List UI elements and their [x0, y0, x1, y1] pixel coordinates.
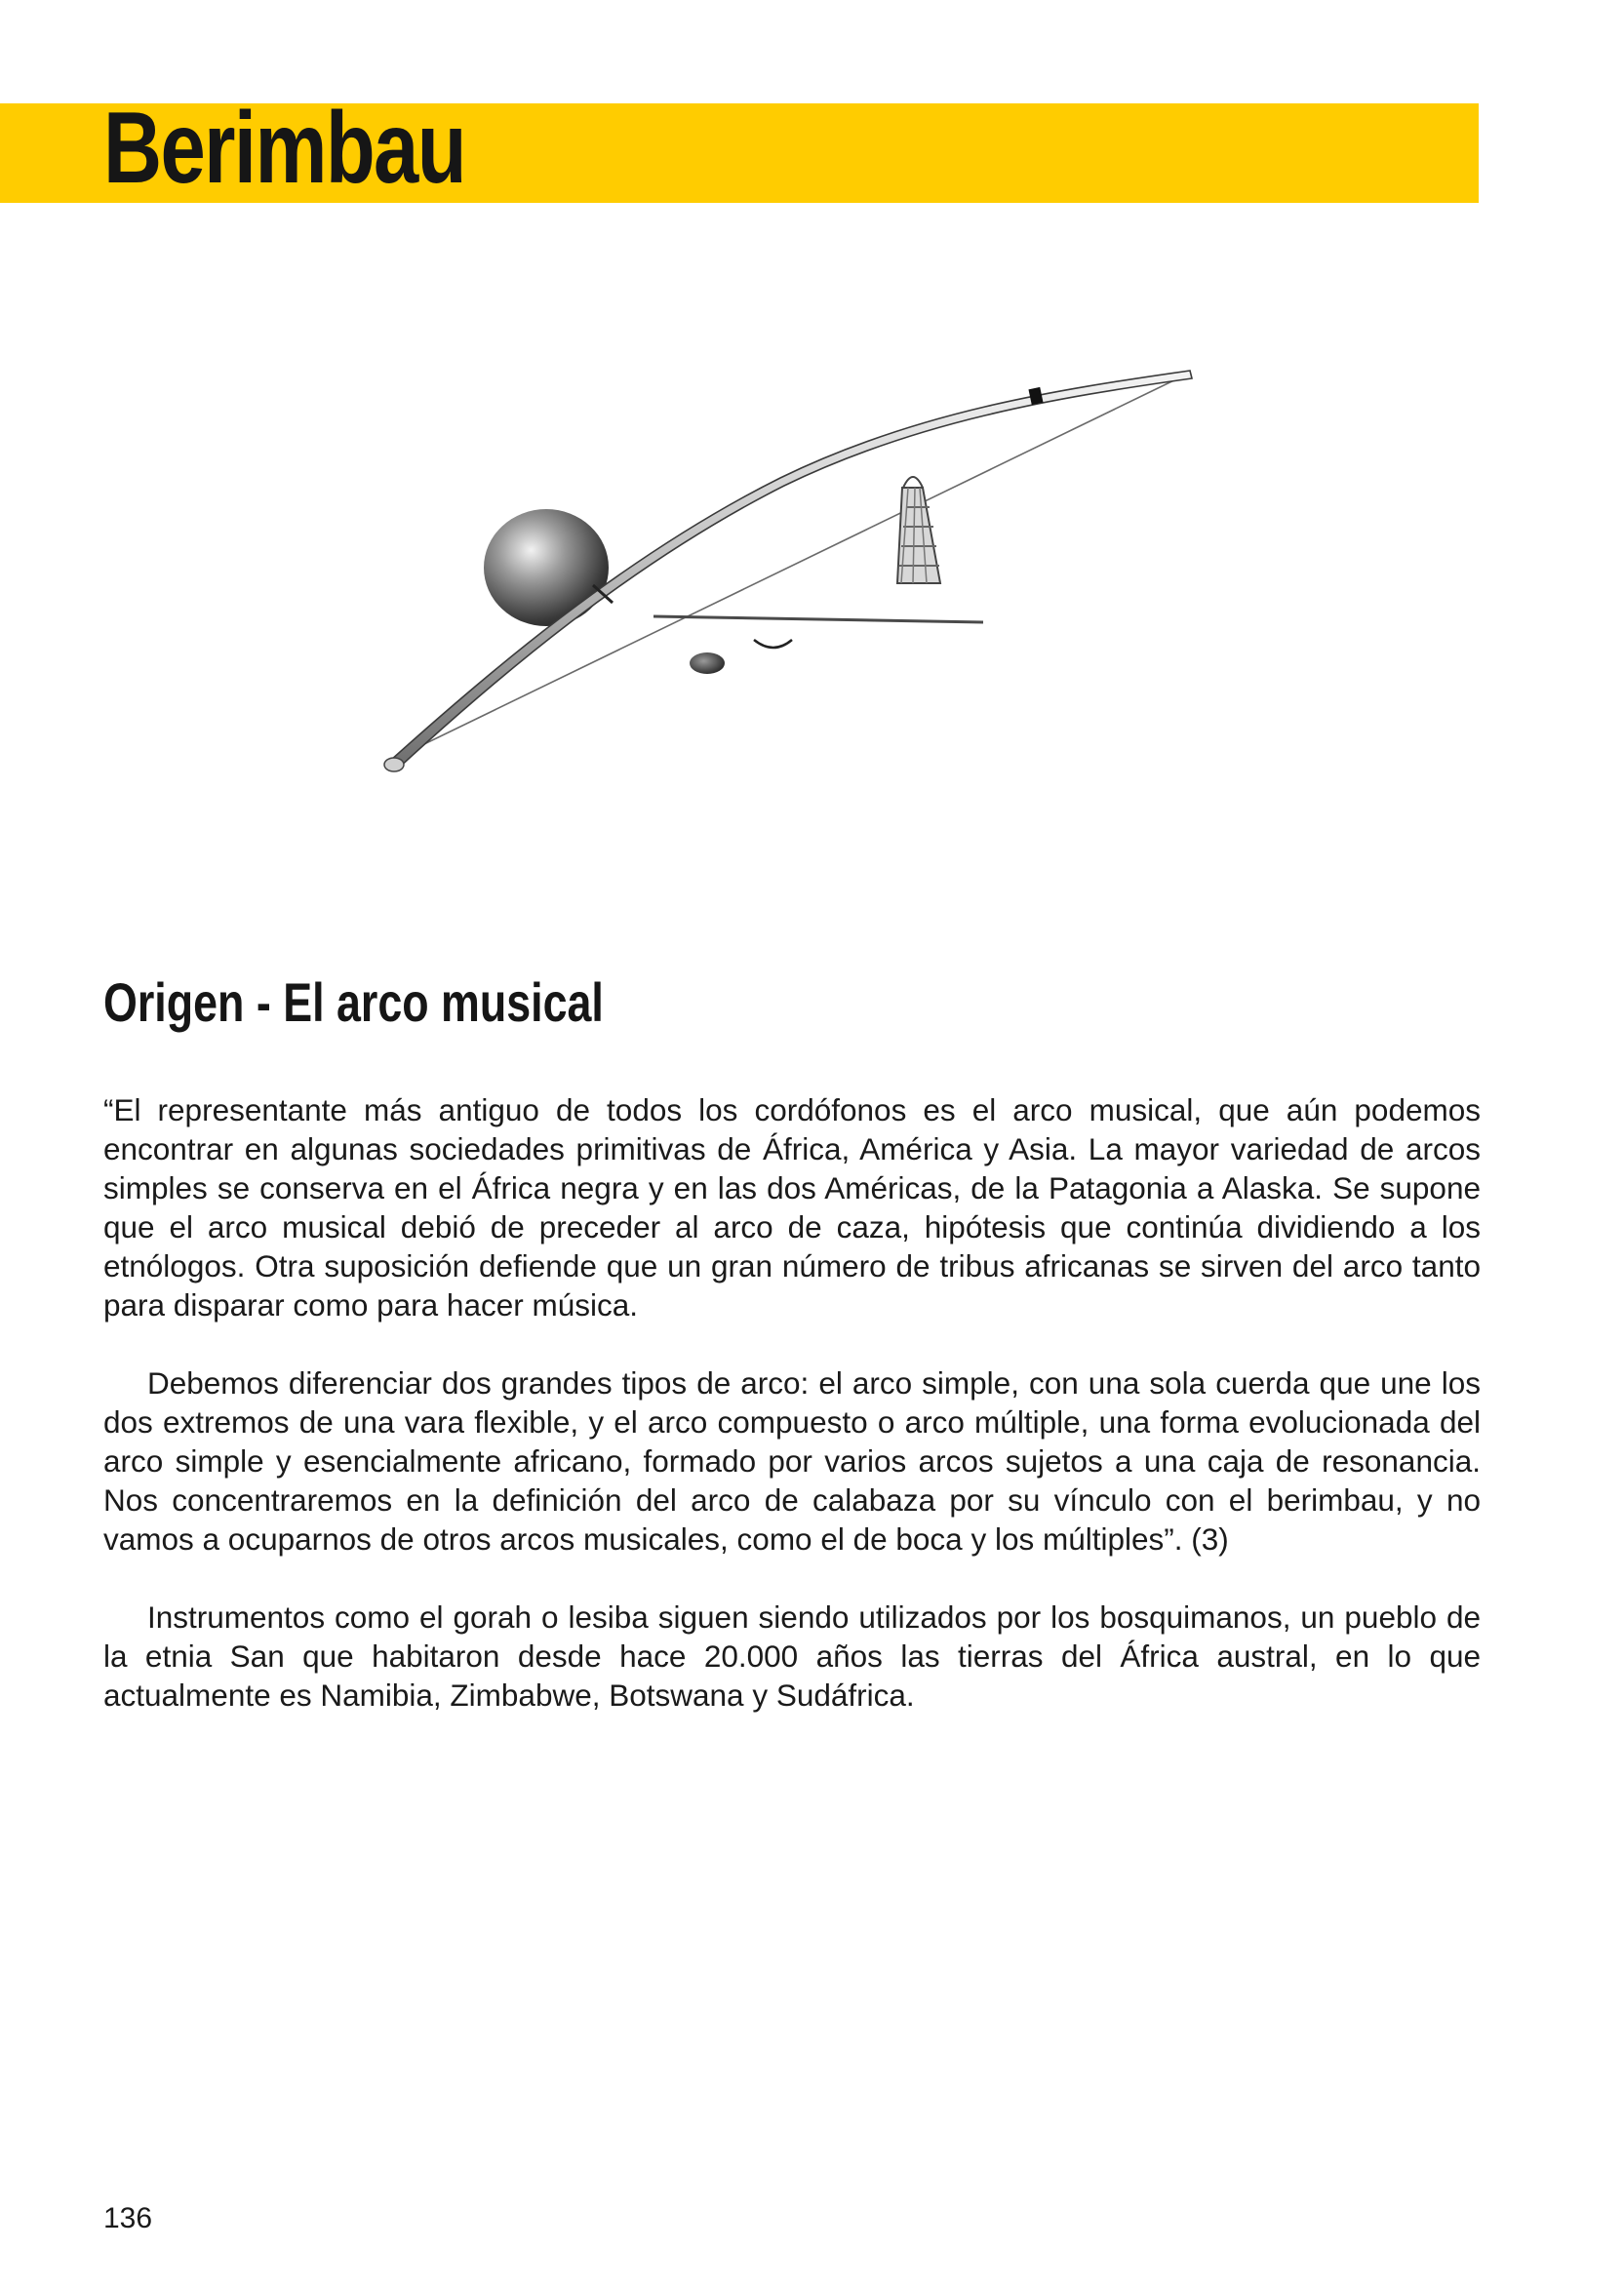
string-tie-loop — [754, 640, 792, 648]
paragraph-1: “El representante más antiguo de todos los cordófonos es el arco musical, que aún podemos encontrar en algunas sociedades primitivas de África, América y Asia. La mayor variedad de arcos simples se conserva en el África negra y en las dos Américas, de la Patagonia a Alaska. Se supone que el arco musical debió de preceder al arco de caza, hipótesis que continúa dividiendo a los etnólogos. Otra suposición defiende que un gran número de tribus africanas se sirven del arco tanto para disparar como para hacer música. — [103, 1092, 1481, 1323]
berimbau-photo — [371, 351, 1209, 780]
paragraph-2: Debemos diferenciar dos grandes tipos de arco: el arco simple, con una sola cuerda que une los dos extremos de una vara flexible, y el arco compuesto o arco múltiple, una forma evolucionada del arco simple y esencialmente africano, formado por varios arcos sujetos a una caja de resonancia. Nos concentraremos en la definición del arco de calabaza por su vínculo con el berimbau, y no vamos a ocuparnos de otros arcos musicales, como el de boca y los múltiples”. (3) — [103, 1365, 1481, 1557]
page-number: 136 — [103, 2202, 153, 2234]
bow-end-tip — [384, 758, 404, 771]
section-heading: Origen - El arco musical — [103, 971, 604, 1033]
page-title: Berimbau — [103, 92, 465, 205]
body-text — [103, 1090, 1481, 1754]
baqueta-stick — [654, 616, 983, 622]
dobrao-coin — [690, 652, 725, 674]
paragraph-3: Instrumentos como el gorah o lesiba siguen siendo utilizados por los bosquimanos, un pueblo de la etnia San que habitaron desde hace 20.000 años las tierras del África austral, en lo que actualmente es Namibia, Zimbabwe, Botswana y Sudáfrica. — [103, 1599, 1481, 1713]
caxixi-basket — [897, 477, 940, 583]
